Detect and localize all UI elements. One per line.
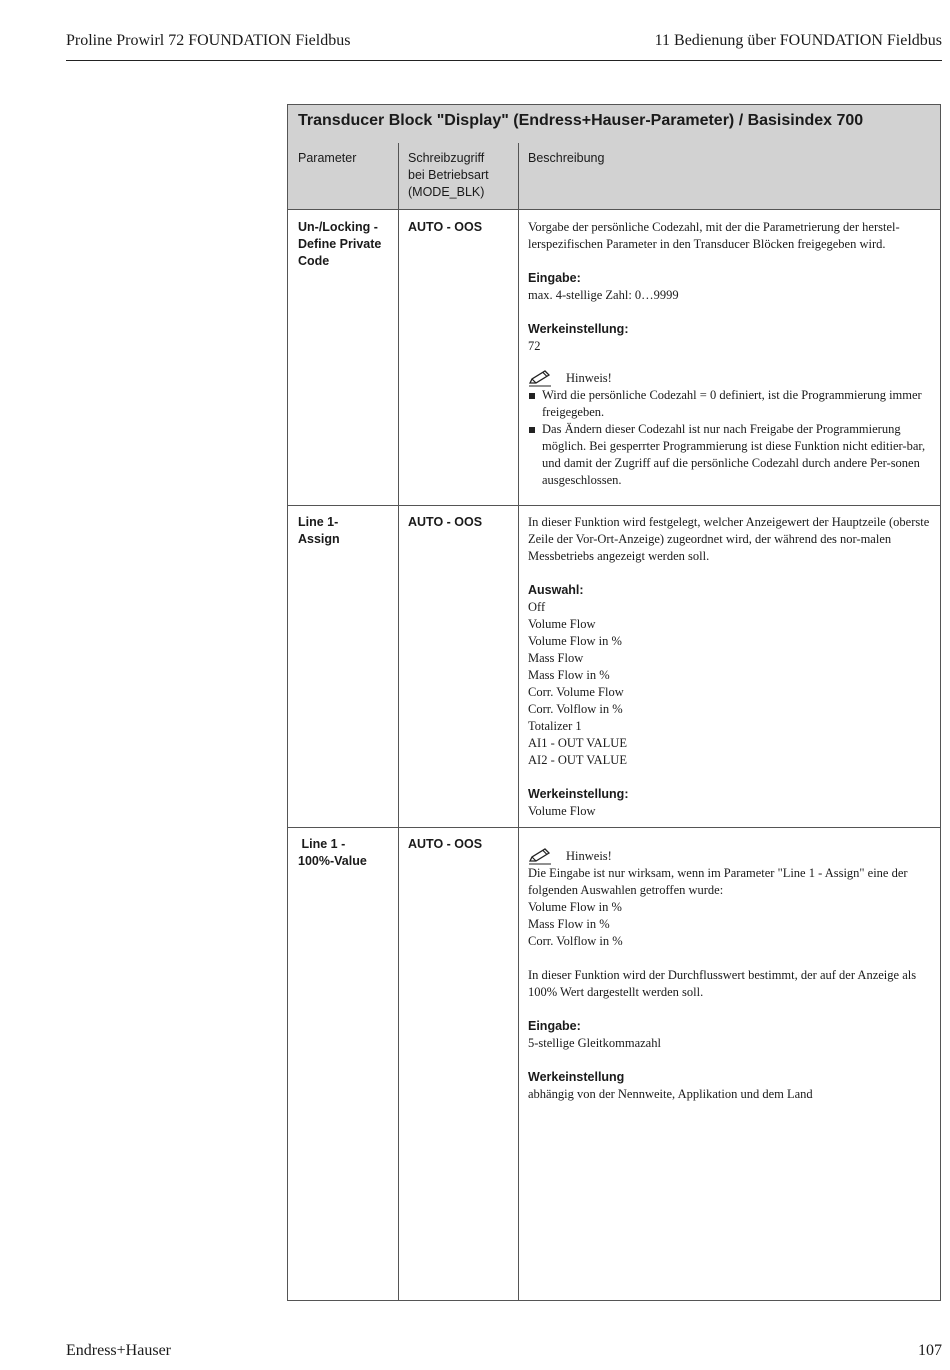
list-item: AI2 - OUT VALUE xyxy=(528,753,627,767)
table-title: Transducer Block "Display" (Endress+Hauser-Parameter) / Basisindex 700 xyxy=(298,112,864,129)
row-divider xyxy=(288,209,940,210)
table-header xyxy=(288,105,940,209)
note-text: Die Eingabe ist nur wirksam, wenn im Parameter "Line 1 - Assign" eine der folgenden Auswahlen getroffen wurde: xyxy=(528,866,908,897)
list-item: Das Ändern dieser Codezahl ist nur nach Freigabe der Programmierung möglich. Bei gesperrter Programmierung ist diese Funktion nicht editier-bar, und damit der Zugriff auf die persönliche Codezahl durch andere Per-sonen ausgeschlossen. xyxy=(528,421,934,489)
input-value: 5-stellige Gleitkommazahl xyxy=(528,1036,661,1050)
description-intro: In dieser Funktion wird festgelegt, welcher Anzeigewert der Hauptzeile (oberste Zeile der Vor-Ort-Anzeige) zugeordnet wird, der während des nor-malen Messbetriebs angezeigt werden soll. xyxy=(528,515,930,563)
note-bullet-list xyxy=(528,387,934,489)
default-value: abhängig von der Nennweite, Applikation und dem Land xyxy=(528,1087,813,1101)
header-rule xyxy=(66,60,942,61)
row-divider xyxy=(288,505,940,506)
table-row-param: Un-/Locking - Define Private Code xyxy=(298,220,382,268)
pencil-note-icon xyxy=(528,847,552,865)
table-row-param: Line 1 - 100%-Value xyxy=(298,837,367,868)
default-value: Volume Flow xyxy=(528,804,596,818)
column-divider xyxy=(398,143,399,1300)
table-row-access: AUTO - OOS xyxy=(408,515,483,529)
input-label: Eingabe: xyxy=(528,1019,581,1033)
pencil-note-icon xyxy=(528,369,552,387)
list-item: Off xyxy=(528,600,546,614)
description-intro: Vorgabe der persönliche Codezahl, mit der die Parametrierung der herstel-lerspezifischen Parameter in den Transducer Blöcken freigegeben wird. xyxy=(528,220,900,251)
list-item: Volume Flow in % xyxy=(528,900,622,914)
table-row-description xyxy=(528,841,934,1103)
header-chapter-title: 11 Bedienung über FOUNDATION Fieldbus xyxy=(654,32,942,49)
column-divider xyxy=(518,143,519,1300)
default-label: Werkeinstellung xyxy=(528,1070,625,1084)
input-value: max. 4-stellige Zahl: 0…9999 xyxy=(528,288,679,302)
list-item: Wird die persönliche Codezahl = 0 definiert, ist die Programmierung immer freigegeben. xyxy=(528,387,934,421)
list-item: Mass Flow in % xyxy=(528,917,610,931)
list-item: Corr. Volflow in % xyxy=(528,934,623,948)
parameter-table xyxy=(287,104,941,1301)
list-item: Totalizer 1 xyxy=(528,719,582,733)
header-doc-title: Proline Prowirl 72 FOUNDATION Fieldbus xyxy=(66,32,351,49)
default-label: Werkeinstellung: xyxy=(528,322,629,336)
column-header-access: Schreibzugriff bei Betriebsart (MODE_BLK) xyxy=(408,151,489,199)
default-label: Werkeinstellung: xyxy=(528,787,629,801)
description-intro: In dieser Funktion wird der Durchflusswert bestimmt, der auf der Anzeige als 100% Wert dargestellt werden soll. xyxy=(528,968,917,999)
note-label: Hinweis! xyxy=(566,848,612,863)
note xyxy=(528,369,934,387)
table-row-param: Line 1- Assign xyxy=(298,515,340,546)
choice-label: Auswahl: xyxy=(528,583,584,597)
list-item: Corr. Volume Flow xyxy=(528,685,624,699)
list-item: Corr. Volflow in % xyxy=(528,702,623,716)
list-item: AI1 - OUT VALUE xyxy=(528,736,627,750)
column-header-parameter: Parameter xyxy=(298,151,357,165)
page-number: 107 xyxy=(918,1342,942,1359)
input-label: Eingabe: xyxy=(528,271,581,285)
row-divider xyxy=(288,827,940,828)
default-value: 72 xyxy=(528,339,541,353)
table-row-access: AUTO - OOS xyxy=(408,220,483,234)
list-item: Volume Flow in % xyxy=(528,634,622,648)
note-label: Hinweis! xyxy=(566,370,612,385)
table-row-access: AUTO - OOS xyxy=(408,837,483,851)
note xyxy=(528,847,934,865)
table-row-description xyxy=(528,219,934,489)
list-item: Mass Flow xyxy=(528,651,584,665)
footer-company: Endress+Hauser xyxy=(66,1342,171,1359)
list-item: Mass Flow in % xyxy=(528,668,610,682)
list-item: Volume Flow xyxy=(528,617,596,631)
table-row-description xyxy=(528,514,934,820)
column-header-description: Beschreibung xyxy=(528,151,605,165)
